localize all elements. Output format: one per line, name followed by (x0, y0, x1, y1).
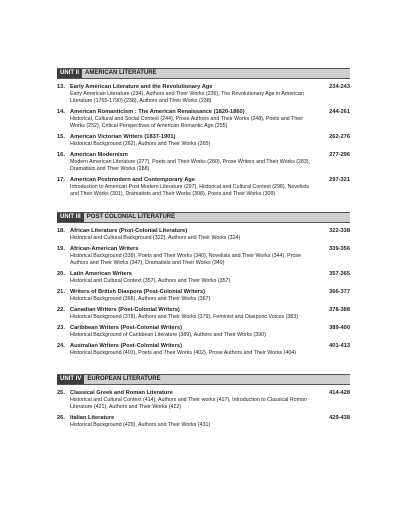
chapter-number: 19. (57, 246, 65, 252)
toc-entry[interactable] (57, 83, 350, 105)
chapter-description: Historical Background (429), Authors and Their Works (431) (70, 422, 211, 428)
chapter-title[interactable]: Writers of British Diaspora (Post-Colonial Writers) (70, 289, 206, 295)
chapter-heading (70, 306, 350, 314)
chapter-description: Historical, Cultural and Social Context (244), Prose Authors and Their Works (248), Poets and Their Works (252), Critical Perspectives of American Romantic Age (255) (70, 116, 304, 129)
chapter-number: 23. (57, 325, 65, 331)
unit-header (57, 68, 350, 79)
page-range: 244-261 (329, 109, 350, 115)
chapter-heading (70, 227, 350, 235)
page-range: 234-243 (329, 84, 350, 90)
chapter-description: Historical Background (339), Poets and Their Works (340), Novelists and Their Works (344), Prose Authors and Their Works (347), Dramatists and Their Works (349) (70, 253, 302, 266)
chapter-description: Introduction to American Post Modern Literature (297), Historical and Cultural Context (298), Novelists and Their Works (301), Dramatists and Their Works (308), Poets and Their Works (309) (70, 184, 310, 197)
page-range: 277-296 (329, 152, 350, 158)
chapter-title[interactable]: African-American Writers (70, 246, 139, 252)
chapter-heading (70, 389, 350, 397)
toc-entry[interactable] (57, 414, 350, 429)
chapter-heading (70, 288, 350, 296)
chapter-heading (70, 108, 350, 116)
unit-header (57, 374, 350, 385)
page-range: 357-365 (329, 271, 350, 277)
chapter-heading (70, 83, 350, 91)
chapter-heading (70, 133, 350, 141)
page-range: 339-356 (329, 246, 350, 252)
page-range: 262-276 (329, 134, 350, 140)
chapter-description: Historical and Cultural Context (414), Authors and Their works (417), Introduction to Classical Roman Literature (421), Authors and Their Works (422) (70, 397, 307, 410)
chapter-number: 17. (57, 177, 65, 183)
unit-label: UNIT IV (57, 375, 84, 384)
page-range: 297-321 (329, 177, 350, 183)
toc-entry[interactable] (57, 389, 350, 411)
unit-title: POST COLONIAL LITERATURE (86, 214, 176, 220)
chapter-number: 20. (57, 271, 65, 277)
chapter-heading (70, 324, 350, 332)
unit-title: AMERICAN LITERATURE (85, 70, 157, 76)
toc-entry[interactable] (57, 227, 350, 242)
chapter-heading (70, 151, 350, 159)
toc-entry[interactable] (57, 324, 350, 339)
chapter-number: 21. (57, 289, 65, 295)
chapter-description: Historical Background of Caribbean Literature (389), Authors and Their Works (390) (70, 332, 266, 338)
unit-title: EUROPEAN LITERATURE (87, 376, 161, 382)
chapter-heading (70, 245, 350, 253)
chapter-heading (70, 270, 350, 278)
toc-entry[interactable] (57, 342, 350, 357)
unit-label: UNIT III (57, 213, 84, 222)
toc-entry[interactable] (57, 306, 350, 321)
unit-label: UNIT II (57, 69, 82, 78)
page-range: 414-428 (329, 390, 350, 396)
unit-header (57, 212, 350, 223)
chapter-description: Historical and Cultural Context (357), Authors and Their Works (357) (70, 278, 231, 284)
chapter-number: 24. (57, 343, 65, 349)
chapter-title[interactable]: Canadian Writers (Post-Colonial Writers) (70, 307, 180, 313)
chapter-number: 13. (57, 84, 65, 90)
chapter-title[interactable]: Latin American Writers (70, 271, 132, 277)
toc-entry[interactable] (57, 245, 350, 267)
unit-section (57, 68, 350, 198)
toc-entry[interactable] (57, 133, 350, 148)
chapter-heading (70, 414, 350, 422)
table-of-contents (57, 68, 350, 429)
toc-entry[interactable] (57, 288, 350, 303)
chapter-number: 26. (57, 415, 65, 421)
chapter-title[interactable]: American Victorian Writers (1837-1901) (70, 134, 176, 140)
chapter-description: Historical Background (366), Authors and Their Works (367) (70, 296, 211, 302)
page-range: 429-438 (329, 415, 350, 421)
chapter-title[interactable]: Caribbean Writers (Post-Colonial Writers) (70, 325, 182, 331)
chapter-description: Historical Background (378), Authors and Their Works (379), Feminist and Diasporic Voices (383) (70, 314, 298, 320)
page-range: 322-338 (329, 228, 350, 234)
toc-entry[interactable] (57, 176, 350, 198)
chapter-description: Historical Background (262), Authors and Their Works (265) (70, 141, 211, 147)
chapter-number: 25. (57, 390, 65, 396)
toc-entry[interactable] (57, 151, 350, 173)
chapter-title[interactable]: American Postmodern and Contemporary Age (70, 177, 195, 183)
chapter-title[interactable]: Australian Writers (Post-Colonial Writers) (70, 343, 182, 349)
chapter-title[interactable]: African Literature (Post-Colonial Literature) (70, 228, 188, 234)
toc-entry[interactable] (57, 270, 350, 285)
chapter-heading (70, 176, 350, 184)
chapter-title[interactable]: Classical Greek and Roman Literature (70, 390, 173, 396)
unit-section (57, 212, 350, 357)
page-range: 378-388 (329, 307, 350, 313)
unit-section (57, 374, 350, 429)
chapter-title[interactable]: Early American Literature and the Revolutionary Age (70, 84, 213, 90)
chapter-title[interactable]: Italian Literature (70, 415, 115, 421)
chapter-number: 22. (57, 307, 65, 313)
page-range: 401-413 (329, 343, 350, 349)
chapter-number: 14. (57, 109, 65, 115)
chapter-title[interactable]: American Modernism (70, 152, 128, 158)
chapter-number: 15. (57, 134, 65, 140)
chapter-description: Historical Background (401), Poets and Their Works (402), Prose Authors and Their Works (404) (70, 350, 297, 356)
page-range: 389-400 (329, 325, 350, 331)
page-range: 366-377 (329, 289, 350, 295)
chapter-description: Early American Literature (234), Authors and Their Works (236), The Revolutionary Age in American Literature (1765-1790) (238), Authors and Their Works (238) (70, 91, 304, 104)
toc-entry[interactable] (57, 108, 350, 130)
chapter-heading (70, 342, 350, 350)
chapter-number: 18. (57, 228, 65, 234)
chapter-description: Historical and Cultural Background (322), Authors and Their Works (324) (70, 235, 241, 241)
chapter-title[interactable]: American Romanticism : The American Renaissance (1820-1860) (70, 109, 245, 115)
chapter-number: 16. (57, 152, 65, 158)
chapter-description: Modern American Literature (277), Poets and Their Works (280), Prose Writers and Their Works (283), Dramatists and Their Works (288) (70, 159, 311, 172)
